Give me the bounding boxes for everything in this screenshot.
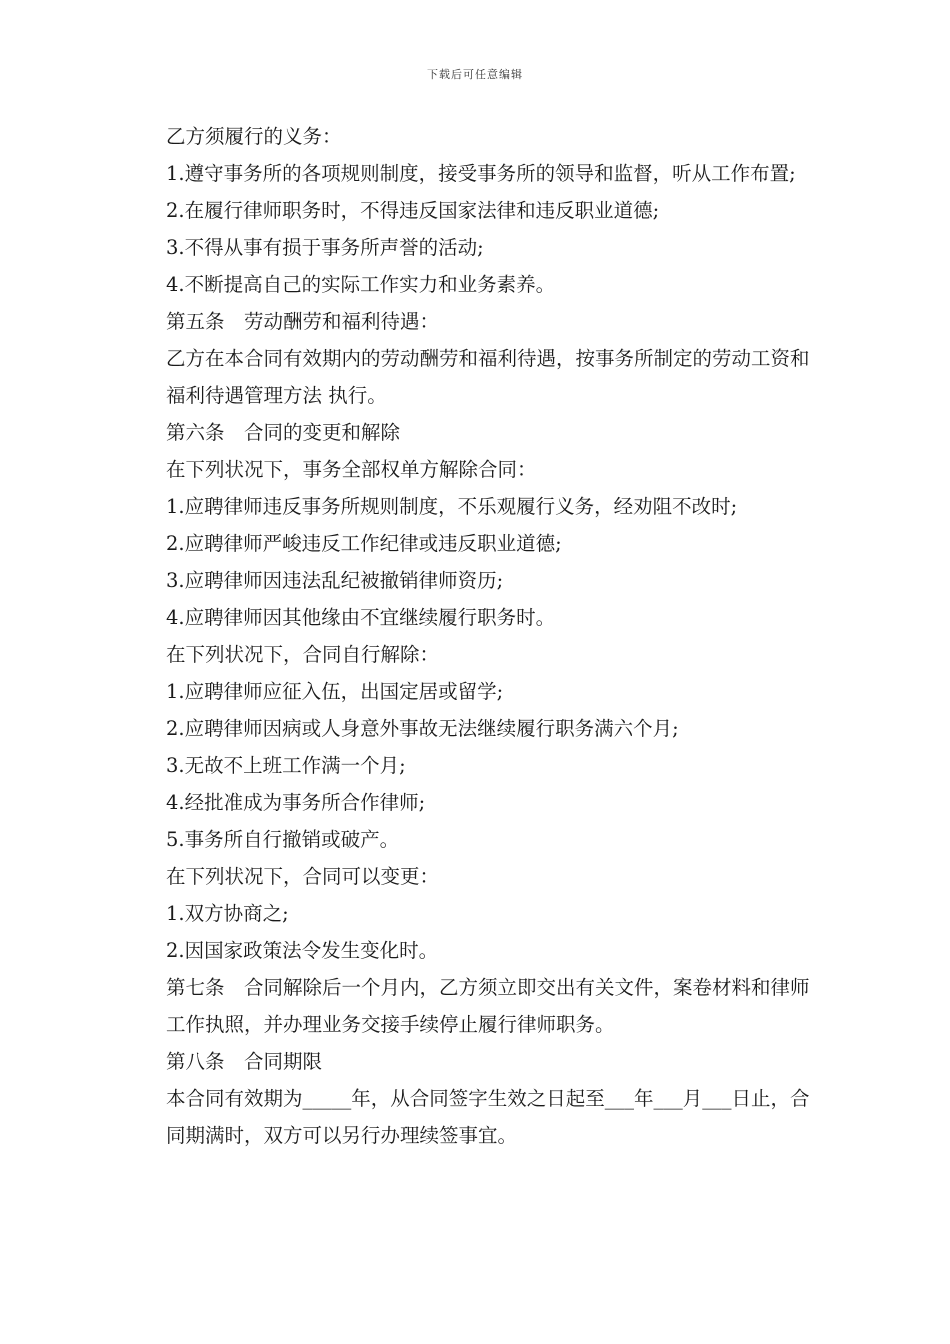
paragraph-obligation-4: 4.不断提高自己的实际工作实力和业务素养。 [166,273,556,296]
unilateral-termination-item-4: 4.应聘律师因其他缘由不宜继续履行职务时。 [166,606,556,629]
unilateral-termination-item-3: 3.应聘律师因违法乱纪被撤销律师资历; [166,569,504,592]
article-5-heading: 第五条 劳动酬劳和福利待遇： [166,310,440,333]
automatic-termination-heading: 在下列状况下，合同自行解除： [166,643,440,666]
automatic-termination-item-2: 2.应聘律师因病或人身意外事故无法继续履行职务满六个月; [166,717,679,740]
contract-change-heading: 在下列状况下，合同可以变更： [166,865,440,888]
unilateral-termination-heading: 在下列状况下，事务全部权单方解除合同： [166,458,537,481]
automatic-termination-item-1: 1.应聘律师应征入伍，出国定居或留学; [166,680,504,703]
article-8-body: 本合同有效期为_____年，从合同签字生效之日起至___年___月___日止，合同期满时，双方可以另行办理续签事宜。 [166,1087,810,1147]
paragraph-obligation-2: 2.在履行律师职务时，不得违反国家法律和违反职业道德; [166,199,660,222]
paragraph-obligations-heading: 乙方须履行的义务： [166,125,342,148]
automatic-termination-item-5: 5.事务所自行撤销或破产。 [166,828,400,851]
page-header: 下载后可任意编辑 [427,68,523,81]
article-8-heading: 第八条 合同期限 [166,1050,323,1073]
unilateral-termination-item-1: 1.应聘律师违反事务所规则制度，不乐观履行义务，经劝阻不改时; [166,495,738,518]
article-5-body: 乙方在本合同有效期内的劳动酬劳和福利待遇，按事务所制定的劳动工资和福利待遇管理方法 执行。 [166,347,810,407]
contract-change-item-2: 2.因国家政策法令发生变化时。 [166,939,439,962]
paragraph-obligation-1: 1.遵守事务所的各项规则制度，接受事务所的领导和监督，听从工作布置; [166,162,796,185]
contract-change-item-1: 1.双方协商之; [166,902,289,925]
paragraph-obligation-3: 3.不得从事有损于事务所声誉的活动; [166,236,484,259]
article-7-paragraph: 第七条 合同解除后一个月内，乙方须立即交出有关文件，案卷材料和律师工作执照，并办理业务交接手续停止履行律师职务。 [166,976,810,1036]
automatic-termination-item-4: 4.经批准成为事务所合作律师; [166,791,426,814]
automatic-termination-item-3: 3.无故不上班工作满一个月; [166,754,406,777]
article-6-heading: 第六条 合同的变更和解除 [166,421,401,444]
document-body [144,118,810,1154]
unilateral-termination-item-2: 2.应聘律师严峻违反工作纪律或违反职业道德; [166,532,562,555]
